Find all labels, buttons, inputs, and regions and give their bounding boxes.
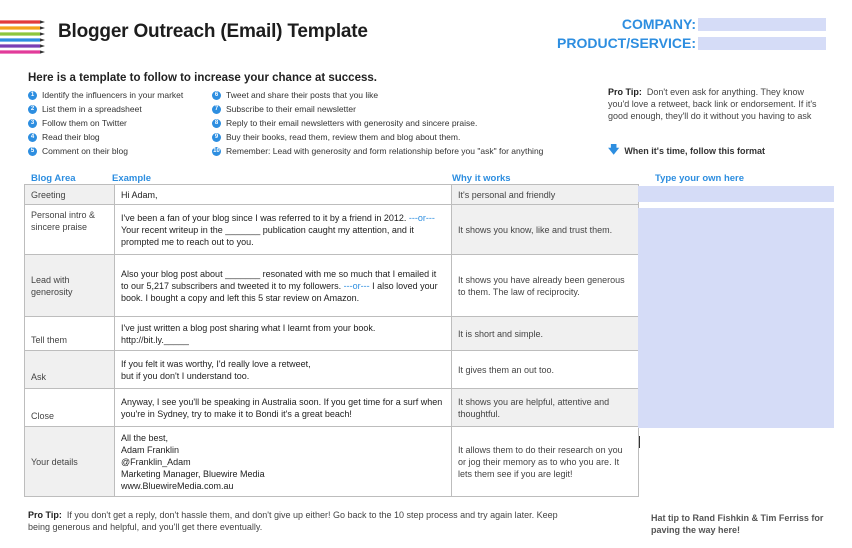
step-text: Read their blog	[42, 132, 100, 142]
example-intro-text-1: I've been a fan of your blog since I was referred to it by a friend in 2012.	[121, 212, 407, 223]
step-number: 9	[212, 133, 221, 142]
step-number: 7	[212, 105, 221, 114]
header-why: Why it works	[452, 173, 511, 184]
example-greeting: Hi Adam,	[115, 185, 452, 205]
follow-format-note	[608, 141, 765, 160]
header-blog-area: Blog Area	[31, 173, 76, 184]
table-row	[25, 427, 639, 497]
step-text: Reply to their email newsletters with generosity and sincere praise.	[226, 118, 478, 128]
example-close: Anyway, I see you'll be speaking in Australia soon. If you get time for a surf when you're in Sydney, try to make it to Bondi it's a great beach!	[115, 389, 452, 427]
company-label: COMPANY:	[621, 16, 696, 32]
step-text: Buy their books, read them, review them and blog about them.	[226, 132, 461, 142]
example-generosity-or: ---or---	[343, 280, 370, 291]
details-line: @Franklin_Adam	[121, 456, 191, 467]
step-text: List them in a spreadsheet	[42, 104, 142, 114]
example-generosity-text-2: I also loved your book. I bought a copy and left this 5 star review on Amazon.	[121, 280, 438, 303]
example-ask-text-2: but if you don't I understand too.	[121, 370, 250, 381]
area-intro: Personal intro & sincere praise	[25, 205, 115, 255]
step-text: Tweet and share their posts that you like	[226, 90, 379, 100]
example-details	[115, 427, 452, 497]
table-row	[25, 351, 639, 389]
list-item	[28, 144, 183, 158]
why-generosity: It shows you have already been generous to them. The law of reciprocity.	[452, 255, 639, 317]
step-text: Comment on their blog	[42, 146, 128, 156]
example-generosity	[115, 255, 452, 317]
list-item	[212, 88, 543, 102]
step-number: 2	[28, 105, 37, 114]
step-number: 8	[212, 119, 221, 128]
details-line: All the best,	[121, 432, 169, 443]
details-line: Adam Franklin	[121, 444, 180, 455]
company-block	[557, 15, 826, 53]
details-line: www.BluewireMedia.com.au	[121, 480, 234, 491]
example-ask	[115, 351, 452, 389]
company-row	[557, 15, 826, 33]
pro-tip-bottom-label: Pro Tip:	[28, 510, 62, 520]
why-greeting: It's personal and friendly	[452, 185, 639, 205]
step-text: Remember: Lead with generosity and form relationship before you "ask" for anything	[226, 146, 544, 156]
example-ask-text-1: If you felt it was worthy, I'd really love a retweet,	[121, 358, 311, 369]
step-number: 6	[212, 91, 221, 100]
list-item	[28, 88, 183, 102]
header-own: Type your own here	[655, 173, 745, 184]
why-details: It allows them to do their research on you or jog their memory as to who you are. It lets them see if you are legit!	[452, 427, 639, 497]
table-row	[25, 255, 639, 317]
why-ask: It gives them an out too.	[452, 351, 639, 389]
step-number: 3	[28, 119, 37, 128]
step-number: 1	[28, 91, 37, 100]
table-row	[25, 205, 639, 255]
list-item	[28, 130, 183, 144]
why-intro: It shows you know, like and trust them.	[452, 205, 639, 255]
product-label: PRODUCT/SERVICE:	[557, 35, 696, 51]
template-table	[24, 184, 639, 497]
product-row	[557, 34, 826, 52]
list-item	[212, 130, 543, 144]
own-body-input[interactable]	[638, 208, 834, 428]
table-row	[25, 185, 639, 205]
table-row	[25, 389, 639, 427]
list-item	[212, 144, 543, 158]
area-greeting: Greeting	[25, 185, 115, 205]
area-tell: Tell them	[25, 317, 115, 351]
step-text: Identify the influencers in your market	[42, 90, 184, 100]
pro-tip-label: Pro Tip:	[608, 87, 642, 97]
hat-tip: Hat tip to Rand Fishkin & Tim Ferriss for paving the way here!	[651, 513, 824, 535]
list-item	[28, 102, 183, 116]
steps-list-1	[28, 88, 183, 158]
own-greeting-input[interactable]	[638, 186, 834, 202]
example-intro	[115, 205, 452, 255]
list-item	[212, 102, 543, 116]
area-close: Close	[25, 389, 115, 427]
example-intro-text-2: Your recent writeup in the _______ publication caught my attention, and it prompted me to reach out to you.	[121, 224, 414, 247]
page-title: Blogger Outreach (Email) Template	[58, 21, 368, 42]
company-input[interactable]	[698, 18, 826, 31]
header-example: Example	[112, 173, 152, 184]
list-item	[28, 116, 183, 130]
pro-tip-bottom-text: If you don't get a reply, don't hassle them, and don't give up either! Go back to the 10 step process and try again later. Keep being generous and helpful, and you'll get there eventually.	[28, 510, 558, 532]
product-input[interactable]	[698, 37, 826, 50]
steps-list-2	[212, 88, 543, 158]
step-number: 10	[213, 148, 220, 154]
example-tell-text-1: I've just written a blog post sharing what I learnt from your book.	[121, 322, 376, 333]
area-details: Your details	[25, 427, 115, 497]
arrow-down-icon: 🡇	[608, 144, 620, 156]
list-item	[212, 116, 543, 130]
step-text: Subscribe to their email newsletter	[226, 104, 356, 114]
step-number: 4	[28, 133, 37, 142]
area-ask: Ask	[25, 351, 115, 389]
details-line: Marketing Manager, Bluewire Media	[121, 468, 265, 479]
step-text: Follow them on Twitter	[42, 118, 127, 128]
example-intro-or: ---or---	[408, 212, 435, 223]
table-row	[25, 317, 639, 351]
text-cursor	[639, 436, 640, 448]
pro-tip-top	[608, 86, 823, 122]
pencils-logo-icon	[0, 18, 46, 58]
follow-format-text: When it's time, follow this format	[624, 145, 765, 156]
example-tell-link: http://bit.ly._____	[121, 334, 189, 345]
pro-tip-bottom	[28, 509, 573, 533]
intro-heading: Here is a template to follow to increase your chance at success.	[28, 72, 377, 84]
why-close: It shows you are helpful, attentive and thoughtful.	[452, 389, 639, 427]
pro-tip-text: Don't even ask for anything. They know you'd love a retweet, back link or endorsement. If it's good enough, they'll do it without you having to ask	[608, 87, 817, 121]
example-generosity-text-1: Also your blog post about _______ resonated with me so much that I emailed it to our 5,217 subscribers and tweeted it to my followers.	[121, 268, 437, 291]
area-generosity: Lead with generosity	[25, 255, 115, 317]
example-tell	[115, 317, 452, 351]
why-tell: It is short and simple.	[452, 317, 639, 351]
step-number: 5	[28, 147, 37, 156]
